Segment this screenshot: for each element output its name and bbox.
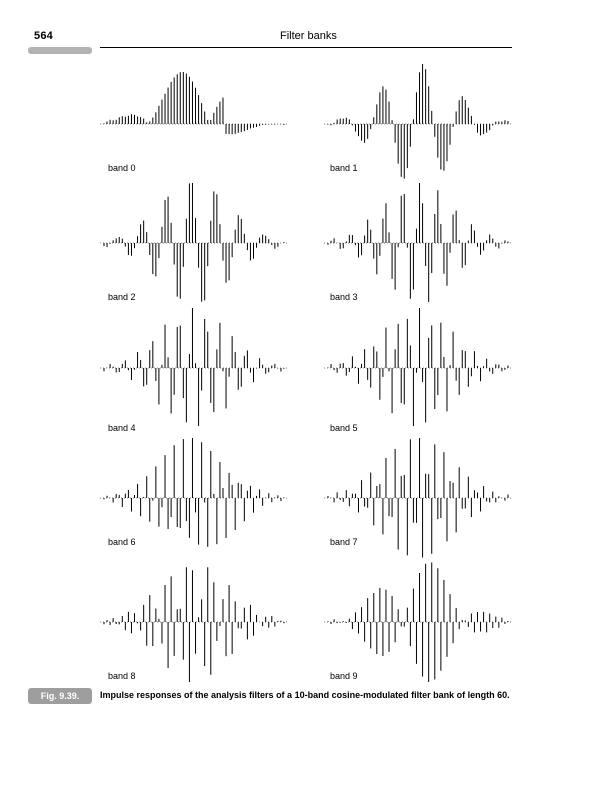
stem-plot-band-2 (100, 183, 288, 302)
stem-plot-band-0 (100, 72, 288, 134)
band-label-7: band 7 (330, 537, 358, 547)
figure-caption: Impulse responses of the analysis filters of a 10-band cosine-modulated filter bank of length 60. (100, 690, 510, 700)
band-label-6: band 6 (108, 537, 136, 547)
band-label-5: band 5 (330, 423, 358, 433)
band-label-3: band 3 (330, 292, 358, 302)
band-label-9: band 9 (330, 671, 358, 681)
band-label-1: band 1 (330, 163, 358, 173)
band-label-8: band 8 (108, 671, 136, 681)
band-label-2: band 2 (108, 292, 136, 302)
stem-plot-band-5 (324, 308, 512, 426)
page-number: 564 (34, 30, 53, 42)
stem-plot-band-6 (100, 438, 288, 547)
stem-plot-band-1 (324, 64, 512, 179)
figure-tag: Fig. 9.39. (28, 688, 92, 704)
band-label-0: band 0 (108, 163, 136, 173)
stem-plot-band-8 (100, 567, 288, 682)
stem-plot-band-9 (324, 562, 512, 682)
stem-plot-band-4 (100, 308, 288, 426)
running-head: Filter banks (280, 30, 337, 42)
band-label-4: band 4 (108, 423, 136, 433)
stem-plot-band-3 (324, 183, 512, 302)
